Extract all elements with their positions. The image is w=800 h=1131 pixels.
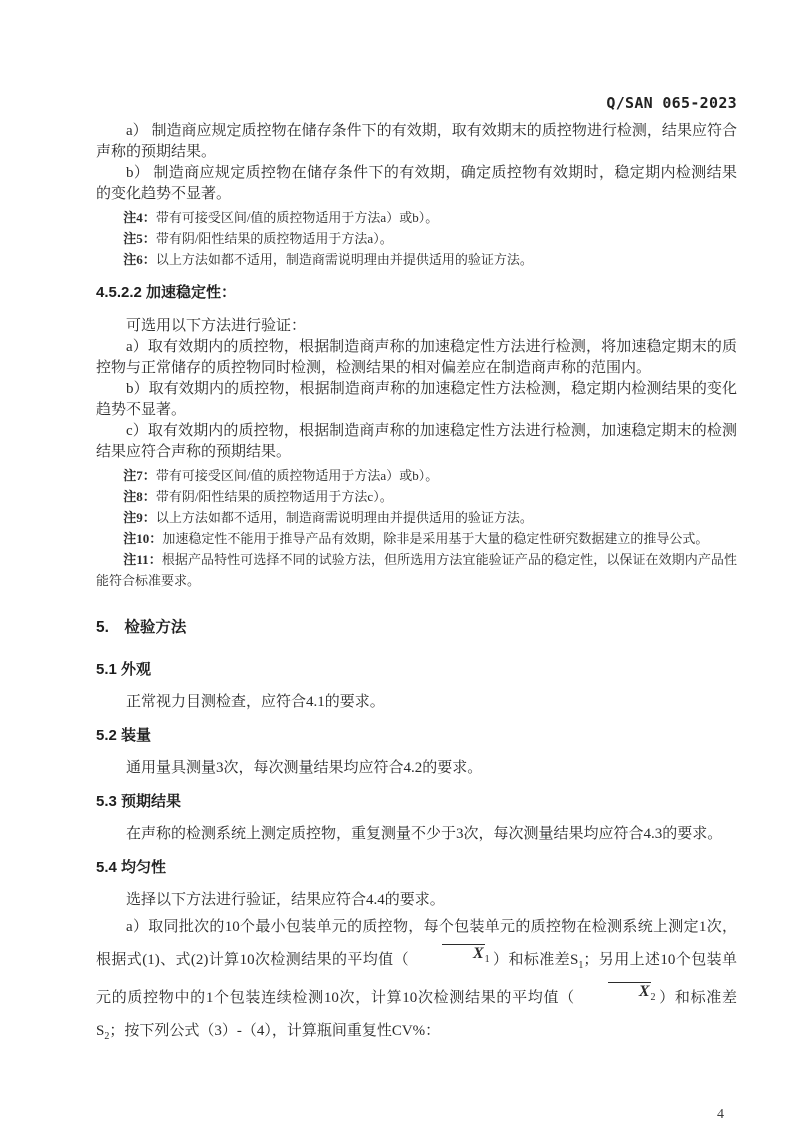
formula-s1-subscript: 1 — [578, 960, 584, 971]
para-5-2-body: 通用量具测量3次，每次测量结果均应符合4.2的要求。 — [126, 760, 483, 776]
method-a-text-1: a）取同批次的10个最小包装单元的质控物，每个包装单元的质控物在检测系统上测定1次，根据式(1)、式(2)计算10次检测结果的平均值（ — [96, 919, 737, 968]
page-number: 4 — [717, 1107, 724, 1122]
formula-xbar-2-subscript: 2 — [650, 992, 656, 1003]
heading-4-5-2-2: 4.5.2.2 加速稳定性： — [96, 284, 237, 301]
page-header — [96, 95, 737, 112]
note-9-text: 以上方法如都不适用，制造商需说明理由并提供适用的验证方法。 — [155, 510, 533, 525]
method-a-text-5: ；按下列公式（3）-（4），计算瓶间重复性CV%： — [109, 1023, 441, 1039]
formula-xbar-1-subscript: 1 — [484, 954, 490, 965]
formula-xbar-2 — [578, 982, 656, 1003]
note-10-label: 注10： — [123, 531, 163, 546]
note-8-label: 注8： — [123, 489, 156, 504]
method-a-text-2: ）和标准差S — [492, 952, 579, 968]
formula-xbar-1 — [412, 944, 490, 965]
note-11-label: 注11： — [123, 552, 162, 567]
note-7-label: 注7： — [123, 468, 156, 483]
note-6-text: 以上方法如都不适用，制造商需说明理由并提供适用的验证方法。 — [155, 252, 533, 267]
note-6-label: 注6： — [123, 252, 156, 267]
document-body — [96, 121, 737, 1053]
notes-block-accelerated — [96, 465, 737, 591]
para-shelf-life-b: b） 制造商应规定质控物在储存条件下的有效期，确定质控物有效期时，稳定期内检测结果的变化趋势不显著。 — [96, 165, 737, 202]
note-7 — [96, 465, 737, 486]
note-9-label: 注9： — [123, 510, 156, 525]
note-5 — [96, 228, 737, 249]
para-shelf-life-a: a） 制造商应规定质控物在储存条件下的有效期，取有效期末的质控物进行检测，结果应符合声称的预期结果。 — [96, 123, 737, 160]
method-a-text-3: ；另用上述10个包装单元的质控物中的1个包装连续检测10次，计算10次检测结果的平均值（ — [96, 952, 738, 1006]
note-10-text: 加速稳定性不能用于推导产品有效期，除非是采用基于大量的稳定性研究数据建立的推导公式。 — [162, 531, 709, 546]
note-8-text: 带有阴/阳性结果的质控物适用于方法c）。 — [155, 489, 393, 504]
doc-number: Q/SAN 065-2023 — [606, 94, 737, 112]
note-5-label: 注5： — [123, 231, 156, 246]
heading-5-4-homogeneity: 5.4 均匀性 — [96, 859, 167, 876]
para-5-4-intro: 选择以下方法进行验证，结果应符合4.4的要求。 — [126, 892, 445, 908]
heading-5-test-methods: 5. 检验方法 — [96, 619, 187, 636]
heading-5-3-expected-results: 5.3 预期结果 — [96, 793, 182, 810]
heading-5-1-appearance: 5.1 外观 — [96, 661, 152, 678]
para-5-1-body: 正常视力目测检查，应符合4.1的要求。 — [126, 694, 385, 710]
note-4 — [96, 207, 737, 228]
para-accelerated-b: b）取有效期内的质控物，根据制造商声称的加速稳定性方法检测，稳定期内检测结果的变化趋势不显著。 — [96, 381, 737, 418]
page-footer — [717, 1105, 724, 1123]
note-10 — [96, 528, 737, 549]
note-11-text: 根据产品特性可选择不同的试验方法，但所选用方法宜能验证产品的稳定性，以保证在效期内产品性能符合标准要求。 — [96, 552, 737, 588]
heading-5-2-fill-volume: 5.2 装量 — [96, 727, 152, 744]
para-5-3-body: 在声称的检测系统上测定质控物，重复测量不少于3次，每次测量结果均应符合4.3的要求。 — [126, 826, 723, 842]
note-9 — [96, 507, 737, 528]
para-5-4-method-a — [96, 911, 737, 1053]
note-4-text: 带有可接受区间/值的质控物适用于方法a）或b）。 — [155, 210, 439, 225]
formula-xbar-1-base: X — [442, 944, 485, 963]
formula-s2-subscript: 2 — [104, 1031, 110, 1042]
para-accelerated-intro: 可选用以下方法进行验证： — [126, 318, 307, 334]
note-4-label: 注4： — [123, 210, 156, 225]
method-a-text-4: ）和标准差S — [96, 990, 737, 1039]
note-7-text: 带有可接受区间/值的质控物适用于方法a）或b）。 — [155, 468, 439, 483]
note-5-text: 带有阴/阳性结果的质控物适用于方法a）。 — [155, 231, 393, 246]
para-accelerated-c: c）取有效期内的质控物，根据制造商声称的加速稳定性方法进行检测，加速稳定期末的检测结果应符合声称的预期结果。 — [96, 423, 737, 460]
para-accelerated-a: a）取有效期内的质控物，根据制造商声称的加速稳定性方法进行检测，将加速稳定期末的质控物与正常储存的质控物同时检测，检测结果的相对偏差应在制造商声称的范围内。 — [96, 339, 737, 376]
note-6 — [96, 249, 737, 270]
formula-xbar-2-base: X — [608, 982, 651, 1001]
notes-block-shelf-life — [96, 207, 737, 270]
note-8 — [96, 486, 737, 507]
note-11 — [96, 549, 737, 591]
